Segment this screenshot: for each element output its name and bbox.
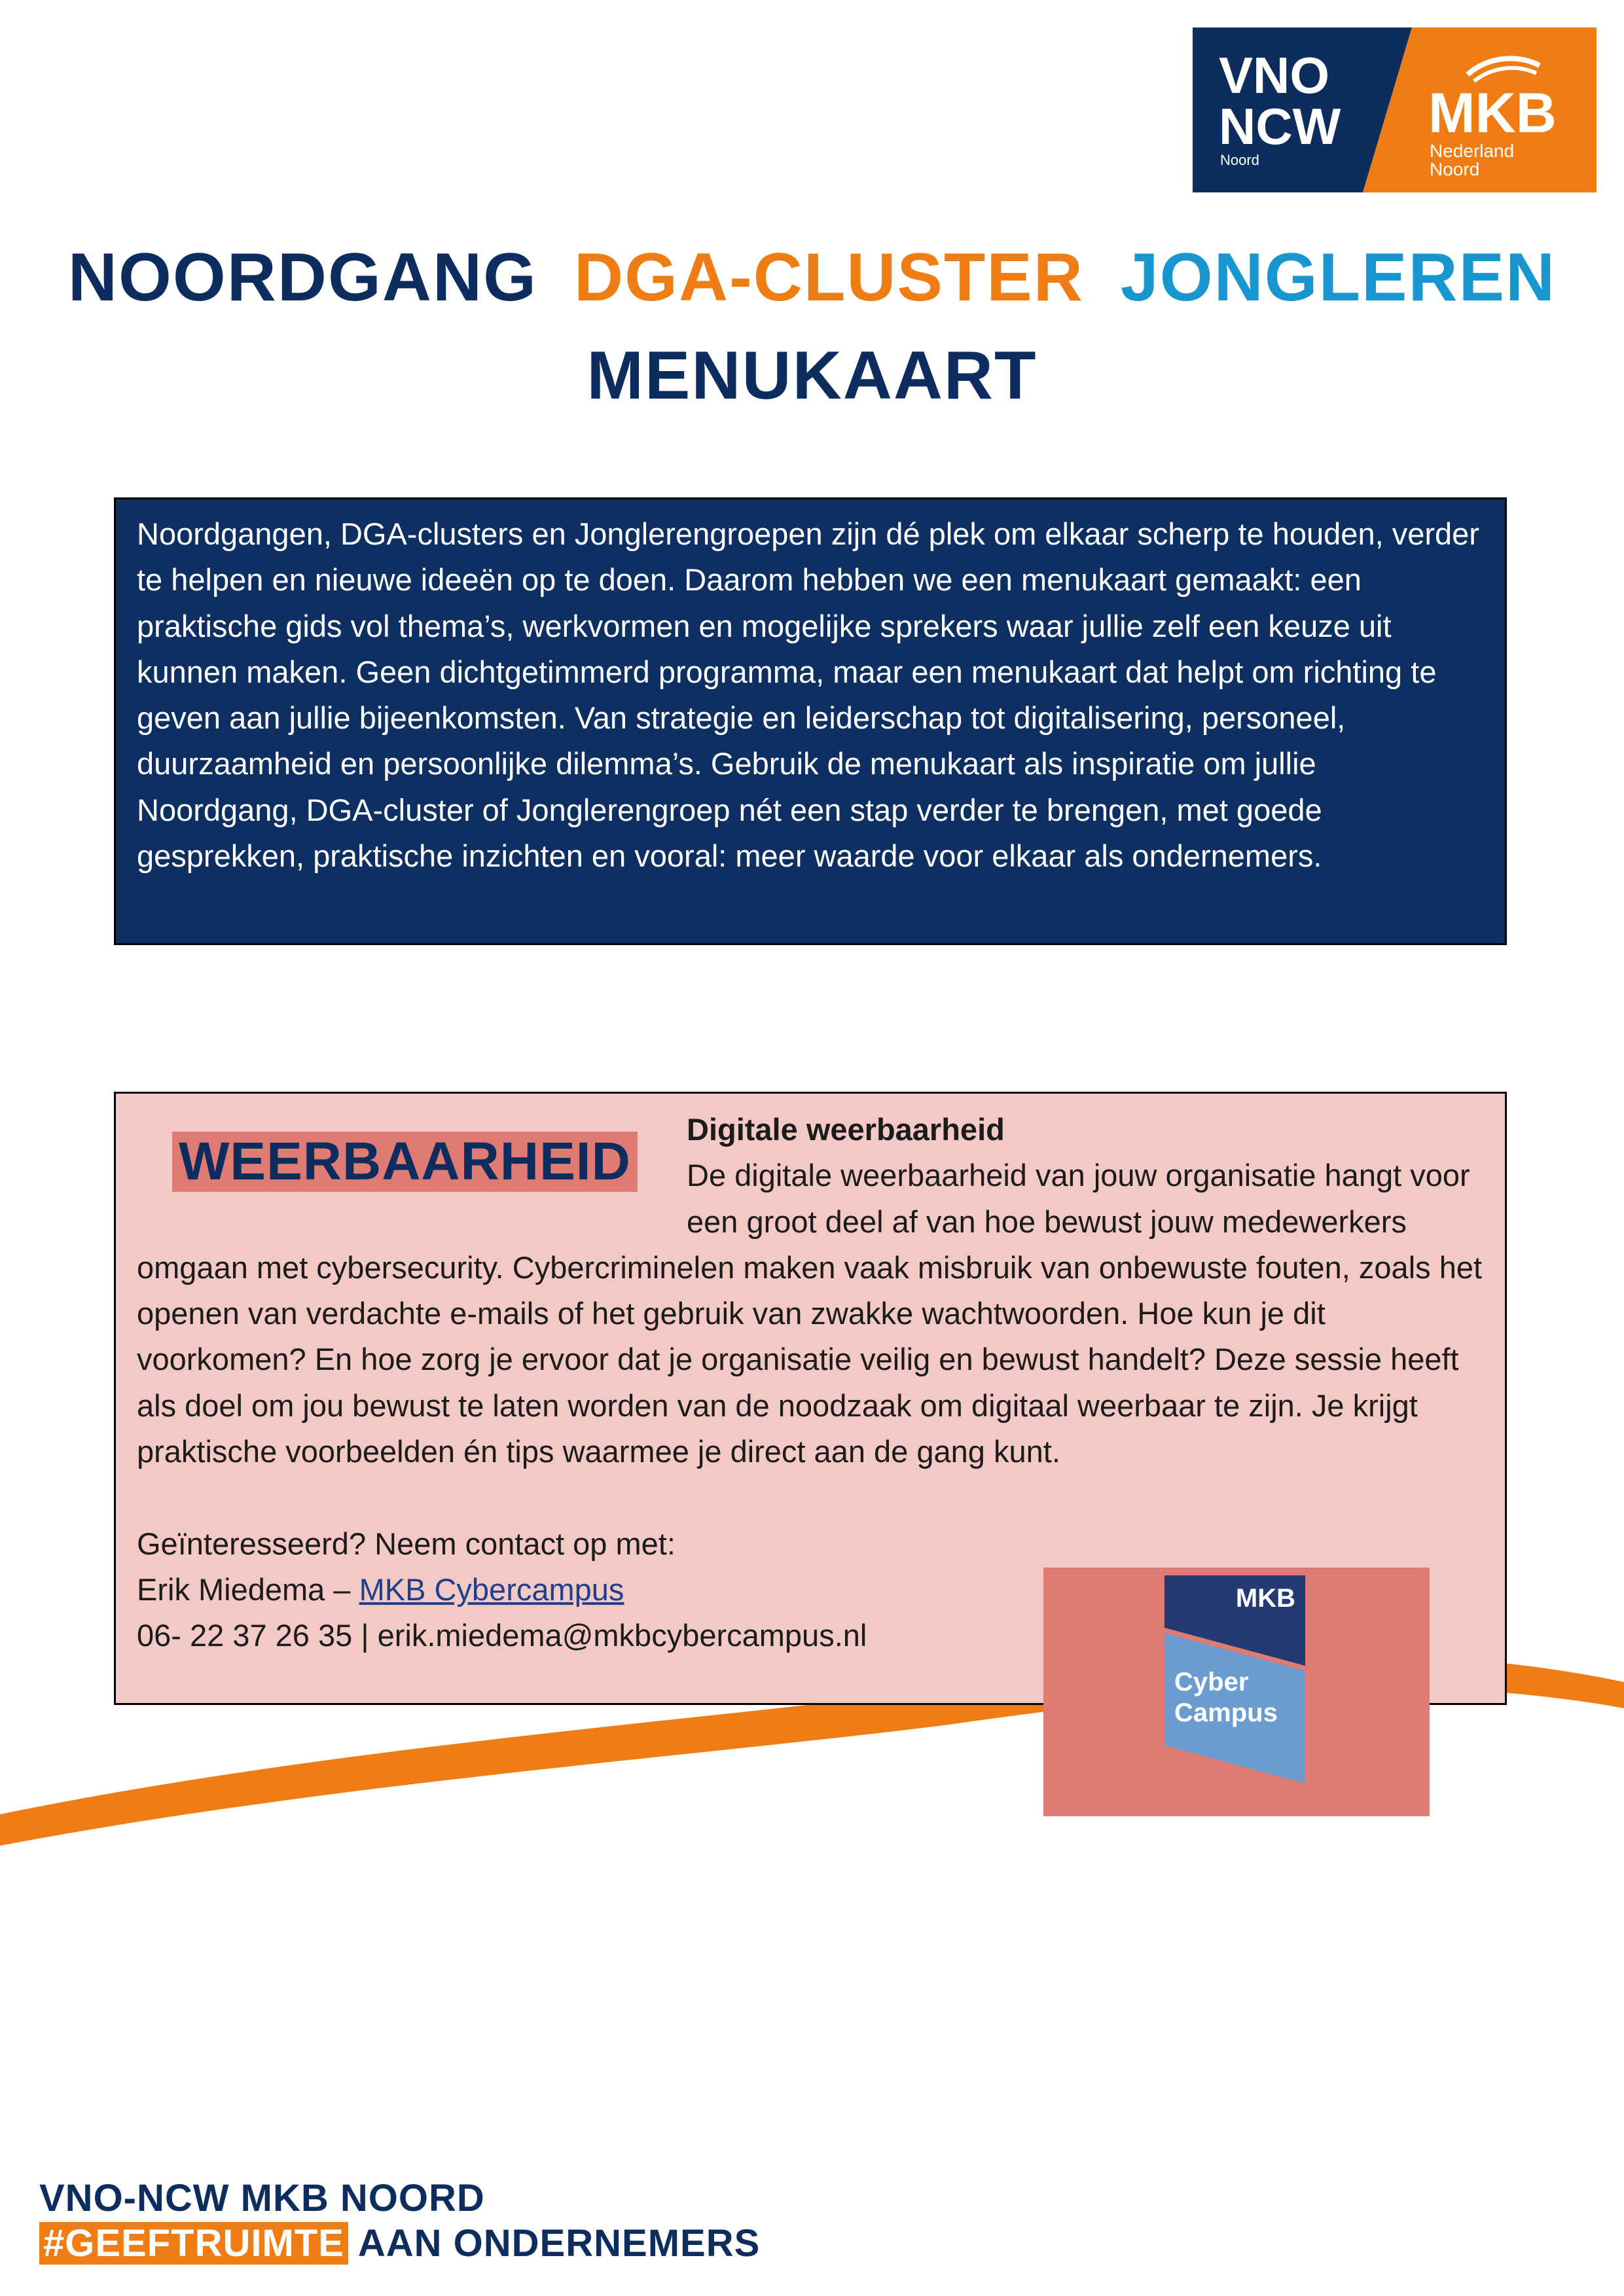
logo-nederland: Nederland (1430, 141, 1515, 161)
footer-org: VNO-NCW MKB NOORD (39, 2177, 485, 2219)
logo-noord-left: Noord (1220, 152, 1259, 168)
intro-box (114, 497, 1507, 945)
logo-ncw: NCW (1219, 98, 1341, 155)
session-tag-wrapper (137, 1107, 687, 1208)
session-tag: WEERBAARHEID (172, 1132, 638, 1192)
mkb-cybercampus-logo (1043, 1568, 1430, 1816)
cybercampus-link[interactable]: MKB Cybercampus (359, 1571, 624, 1607)
session-subtitle: Digitale weerbaarheid (687, 1112, 1005, 1147)
contact-intro: Geïnteresseerd? Neem contact op met: (137, 1526, 676, 1561)
footer-slogan (39, 2222, 760, 2265)
logo-noord-right: Noord (1430, 159, 1480, 179)
contact-details: 06- 22 37 26 35 | erik.miedema@mkbcybercampus.nl (137, 1618, 867, 1653)
footer-hashtag: #GEEFTRUIMTE (39, 2222, 348, 2265)
vno-ncw-mkb-logo (1193, 27, 1597, 192)
title-dga-cluster: DGA-CLUSTER (574, 240, 1084, 315)
title-jongleren: JONGLEREN (1120, 240, 1557, 315)
cc-campus: Campus (1174, 1698, 1278, 1727)
title-noordgang: NOORDGANG (67, 240, 538, 315)
logo-vno: VNO (1219, 46, 1330, 104)
footer-slogan-rest: AAN ONDERNEMERS (357, 2222, 761, 2265)
intro-text: Noordgangen, DGA-clusters en Jonglerengroepen zijn dé plek om elkaar scherp te houden, verder te helpen en nieuwe ideeën op te doen. Daarom hebben we een menukaart gemaakt: een praktische gids vol thema’s, werkvormen en mogelijke sprekers waar jullie zelf een keuze uit kunnen maken. Geen dichtgetimmerd programma, maar een menukaart dat helpt om richting te geven aan jullie bijeenkomsten. Van strategie en leiderschap tot digitalisering, personeel, duurzaamheid en persoonlijke dilemma’s. Gebruik de menukaart als inspiratie om jullie Noordgang, DGA-cluster of Jonglerengroep nét een stap verder te brengen, met goede gesprekken, praktische inzichten en vooral: meer waarde voor elkaar als ondernemers. (137, 516, 1479, 874)
contact-name: Erik Miedema – (137, 1571, 351, 1607)
page-title (0, 240, 1624, 315)
cc-cyber: Cyber (1174, 1668, 1249, 1696)
logo-mkb: MKB (1428, 82, 1557, 145)
session-body: De digitale weerbaarheid van jouw organisatie hangt voor een groot deel af van hoe bewust jouw medewerkers omgaan met cybersecurity. Cybercriminelen maken vaak misbruik van onbewuste fouten, zoals het openen van verdachte e-mails of het gebruik van zwakke wachtwoorden. Hoe kun je dit voorkomen? En hoe zorg je ervoor dat je organisatie veilig en bewust handelt? Deze sessie heeft als doel om jou bewust te laten worden van de noodzaak om digitaal weerbaar te zijn. Je krijgt praktische voorbeelden én tips waarmee je direct aan de gang kunt. (137, 1158, 1483, 1469)
cc-mkb: MKB (1235, 1584, 1295, 1613)
page-subtitle: MENUKAART (586, 338, 1038, 414)
